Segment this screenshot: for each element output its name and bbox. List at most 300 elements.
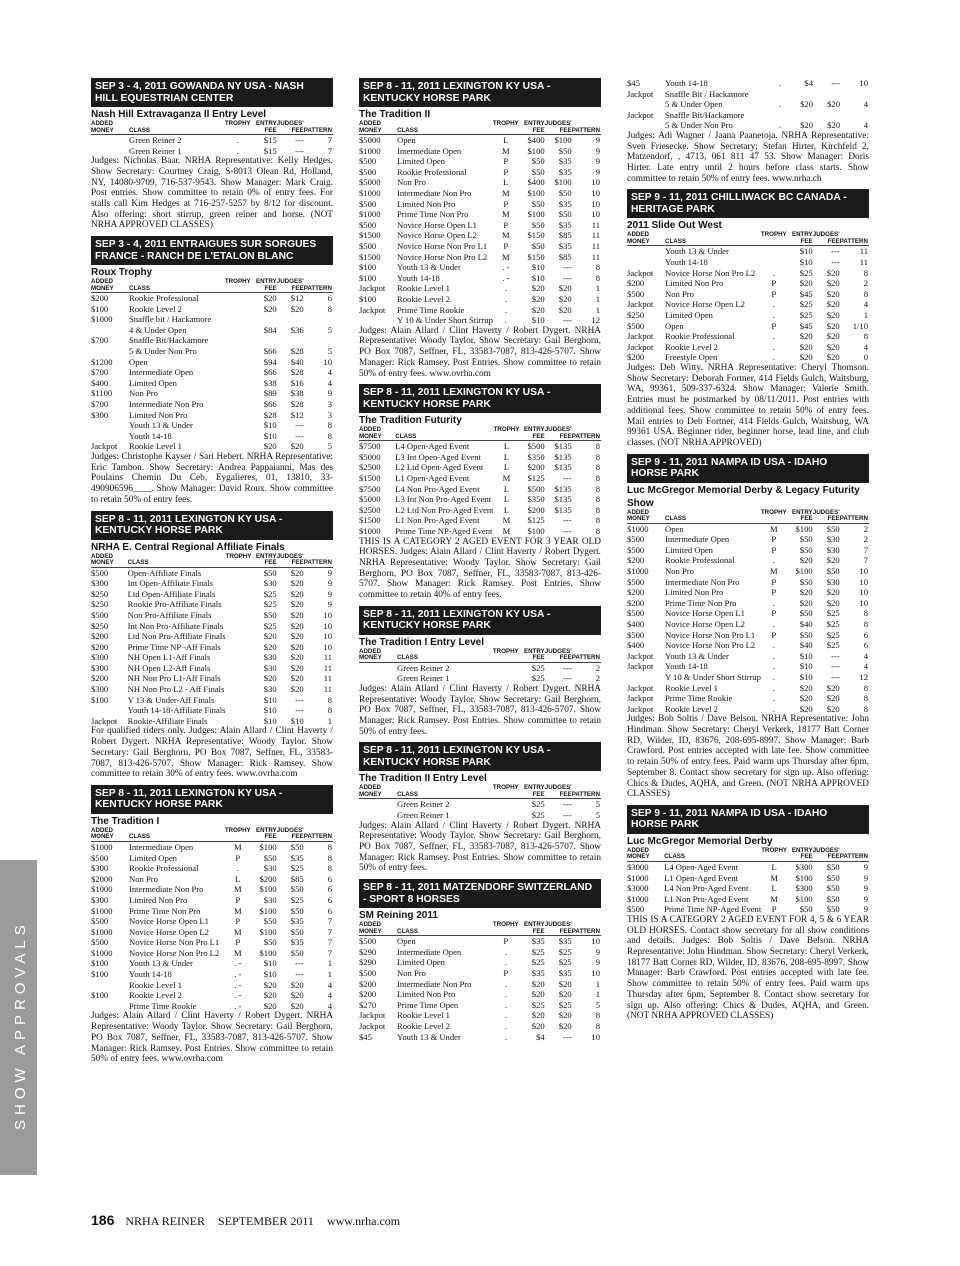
pattern: 8 (595, 472, 600, 483)
pattern: 8 (595, 262, 600, 273)
page-footer (91, 1212, 410, 1229)
classes-table (91, 279, 333, 452)
class-row (627, 883, 869, 894)
pattern: 1 (595, 978, 600, 989)
class-name: Rookie Level 2 (397, 1020, 450, 1031)
trophy (225, 325, 251, 336)
pattern: 1/10 (852, 320, 868, 331)
judges-fee: $20 (826, 288, 840, 299)
pattern (304, 335, 333, 346)
pattern: 10 (859, 78, 868, 88)
pattern: 10 (591, 1031, 600, 1042)
trophy-label: TROPHY (492, 647, 519, 655)
class-row (91, 567, 333, 578)
judges-fee: $20 (826, 310, 840, 321)
blank-header (761, 516, 787, 523)
class-name: L1 Open-Aged Event (395, 472, 470, 483)
judges-fee: --- (831, 257, 840, 268)
entry-fee: $4 (804, 78, 813, 88)
judges-fee: $28 (290, 399, 304, 410)
event-title: The Tradition I (91, 815, 160, 827)
class-row (359, 220, 601, 231)
pattern: 5 (327, 346, 332, 357)
judges-fee: $20 (826, 341, 840, 352)
judges-fee: $135 (554, 504, 572, 515)
entry-fee: $25 (531, 999, 545, 1010)
added-money: $500 (359, 166, 377, 177)
judges-fee-label: FEE (827, 853, 840, 861)
trophy-label: TROPHY (760, 508, 787, 516)
class-name: Intermediate Non Pro (397, 978, 472, 989)
trophy: . - (502, 272, 510, 283)
added-money: Jackpot (627, 267, 654, 278)
judges-fee: --- (563, 1031, 572, 1042)
trophy: P (771, 288, 777, 299)
class-name: Novice Horse Open L2 (129, 926, 209, 937)
money-label: MONEY (627, 515, 650, 523)
show-listing (627, 805, 869, 1022)
entry-fee: $20 (800, 99, 813, 110)
trophy: M (233, 926, 242, 937)
trophy: P (771, 587, 777, 598)
pattern: 2 (595, 673, 600, 684)
entry-fee: $350 (527, 451, 545, 462)
pattern: 8 (595, 494, 600, 505)
class-name: 5 & Under Open (665, 99, 723, 110)
class-name: Snaffle bit / Hackamore (129, 314, 212, 325)
trophy: P (503, 166, 509, 177)
entry-fee: $35 (531, 967, 545, 978)
class-row (91, 378, 333, 389)
trophy (225, 388, 251, 399)
class-row (91, 420, 333, 431)
entry-fee: $25 (799, 267, 813, 278)
judges-fee: $20 (558, 1020, 572, 1031)
entry-label: ENTRY (255, 826, 277, 834)
entry-label: ENTRY (791, 231, 813, 239)
trophy: . - (234, 958, 242, 969)
pattern: 5 (327, 441, 332, 452)
added-money (627, 257, 663, 268)
entry-fee: $100 (527, 209, 545, 220)
event-title: Luc McGregor Memorial Derby & Legacy Futurity Show (627, 484, 860, 509)
class-name: Limited Open (129, 377, 177, 388)
added-money: $7500 (359, 483, 381, 494)
class-row (627, 89, 869, 100)
trophy (226, 599, 252, 610)
judges-fee: $20 (558, 978, 572, 989)
pattern: 11 (323, 662, 332, 673)
entry-fee: $50 (799, 904, 813, 915)
class-label: CLASS (397, 654, 418, 662)
pattern: 11 (591, 219, 600, 230)
class-row (359, 135, 601, 146)
entry-fee: $50 (263, 609, 277, 620)
judges-fee: $20 (290, 652, 304, 663)
trophy (226, 610, 252, 621)
pattern: 10 (323, 356, 332, 367)
class-row (627, 672, 869, 683)
pattern: 1 (327, 958, 332, 969)
class-name: Non Pro (665, 566, 694, 577)
class-row (91, 853, 333, 864)
added-money (91, 980, 127, 991)
trophy (226, 642, 252, 653)
added-money: Jackpot (627, 331, 654, 342)
judges-fee: --- (563, 810, 572, 821)
trophy: . (772, 693, 775, 704)
entry-fee: $40 (799, 640, 813, 651)
trophy: . - (234, 979, 242, 990)
trophy: L (503, 483, 510, 494)
judges-fee: $36 (290, 324, 304, 335)
entry-fee: $20 (799, 278, 813, 289)
class-row (359, 968, 601, 979)
entry-fee: $28 (263, 409, 277, 420)
pattern: 10 (591, 967, 600, 978)
added-label: ADDED (627, 508, 650, 516)
trophy: M (501, 209, 510, 220)
class-name: Youth 13 & Under (129, 420, 193, 431)
class-row (91, 325, 333, 336)
class-row (91, 1001, 333, 1012)
pattern: 8 (327, 430, 332, 441)
class-name: Rookie Level 1 (397, 283, 450, 294)
show-header: SEP 9 - 11, 2011 CHILLIWACK BC CANADA - HERITAGE PARK (627, 189, 869, 218)
trophy (225, 293, 251, 304)
judges-fee: $20 (558, 1010, 572, 1021)
judges-fee: $25 (290, 894, 304, 905)
class-row (91, 388, 333, 399)
trophy: . (504, 293, 507, 304)
class-name: L2 Ltd Open-Aged Event (395, 462, 484, 473)
entry-fee: $100 (259, 884, 277, 895)
class-row (627, 873, 869, 884)
pattern: 3 (327, 399, 332, 410)
entry-fee: $200 (527, 504, 545, 515)
entry-fee: $10 (531, 272, 545, 283)
judges-fee-label: FEE (291, 284, 304, 292)
class-row (627, 278, 869, 289)
entry-fee: $50 (531, 240, 545, 251)
pattern: 7 (863, 555, 868, 566)
added-money: $500 (627, 904, 645, 915)
trophy: L (494, 441, 520, 452)
pattern: 8 (863, 618, 868, 629)
entry-fee: $50 (799, 534, 813, 545)
class-row (91, 695, 333, 706)
judges-fee: $85 (290, 873, 304, 884)
trophy: P (235, 916, 241, 927)
trophy: P (771, 608, 777, 619)
class-row (359, 1021, 601, 1032)
trophy: M (761, 523, 787, 534)
judges-fee: $20 (826, 555, 840, 566)
trophy (225, 441, 251, 452)
entry-fee: $500 (519, 441, 544, 452)
added-money: $250 (91, 588, 109, 599)
class-name: Youth 13 & Under (663, 246, 761, 257)
added-money: Jackpot (627, 88, 654, 99)
added-money: $200 (91, 641, 109, 652)
show-header: SEP 8 - 11, 2011 LEXINGTON KY USA - KENTUCKY HORSE PARK (91, 511, 333, 540)
pattern (840, 110, 869, 121)
entry-fee: $30 (263, 863, 277, 874)
trophy: P (771, 320, 777, 331)
judges-fee: $20 (826, 597, 840, 608)
class-row (627, 120, 869, 131)
entry-fee: $125 (527, 515, 545, 526)
judges-label: JUDGES' (544, 647, 572, 655)
pattern: 4 (327, 979, 332, 990)
column-2 (359, 78, 601, 1047)
added-money: $250 (627, 310, 645, 321)
pattern: 5 (595, 999, 600, 1010)
pattern: 1 (595, 989, 600, 1000)
class-name: Novice Horse Open L2 (665, 618, 745, 629)
class-name: Open (395, 135, 493, 146)
class-name: L1 Non Pro-Aged Event (664, 893, 749, 904)
entry-fee-label: FEE (264, 284, 277, 292)
judges-fee: $25 (558, 957, 572, 968)
judges-fee: --- (831, 671, 840, 682)
added-money: $3000 (627, 883, 649, 894)
class-row (627, 630, 869, 641)
pattern-label: PATTERN (839, 515, 868, 523)
added-money: Jackpot (627, 341, 654, 352)
class-row (359, 262, 601, 273)
pattern-label: PATTERN (571, 432, 600, 440)
class-row (359, 188, 601, 199)
judges-fee: $20 (277, 567, 304, 578)
blank-header (494, 434, 520, 441)
entry-fee: $200 (259, 873, 277, 884)
trophy: . (772, 341, 775, 352)
pattern: 9 (595, 957, 600, 968)
class-name: Youth 14-18 (129, 430, 172, 441)
pattern: 6 (863, 640, 868, 651)
added-money: $1000 (91, 314, 113, 325)
class-name: Limited Non Pro (397, 989, 456, 1000)
class-row (91, 874, 333, 885)
entry-fee: $20 (799, 682, 813, 693)
pattern: 6 (327, 905, 332, 916)
class-name: Rookie Professional (129, 863, 199, 874)
entry-fee (251, 314, 277, 325)
trophy: M (501, 251, 510, 262)
added-money (91, 431, 127, 442)
judges-fee: $28 (290, 367, 304, 378)
judges-fee: $25 (826, 640, 840, 651)
trophy-label: TROPHY (224, 278, 251, 286)
class-name: Freestyle Open (665, 352, 718, 363)
trophy: P (235, 852, 241, 863)
entry-fee: $10 (263, 705, 277, 716)
entry-fee: $15 (251, 135, 277, 146)
judges-fee-label: FEE (559, 790, 572, 798)
judges-fee: $20 (826, 299, 840, 310)
judges-fee: $20 (290, 441, 304, 452)
pattern: 9 (863, 872, 868, 883)
entry-fee (251, 335, 277, 346)
class-row (91, 410, 333, 421)
entry-fee: $150 (527, 251, 545, 262)
added-money (91, 135, 127, 146)
money-label: MONEY (91, 833, 114, 841)
class-row (359, 662, 601, 673)
entry-fee: $30 (263, 662, 277, 673)
class-row (627, 299, 869, 310)
judges-fee-label: FEE (559, 126, 572, 134)
entry-fee: $25 (263, 620, 277, 631)
class-row (359, 230, 601, 241)
added-money: $200 (627, 597, 645, 608)
judges-fee: --- (295, 958, 304, 969)
judges-fee-label: FEE (559, 654, 572, 662)
class-row (91, 663, 333, 674)
trophy: . (504, 978, 507, 989)
trophy: M (501, 187, 510, 198)
added-money: Jackpot (91, 441, 118, 452)
class-row (359, 1032, 601, 1043)
added-money: $1100 (91, 388, 113, 399)
trophy-label: TROPHY (224, 826, 251, 834)
entry-fee: $35 (519, 936, 545, 947)
class-name: Intermediate Open (397, 145, 462, 156)
entry-fee-label: FEE (800, 237, 813, 245)
judges-fee: --- (295, 969, 304, 980)
judges-fee: $20 (558, 304, 572, 315)
trophy: . (236, 145, 239, 156)
class-row (91, 441, 333, 452)
class-label: CLASS (664, 853, 686, 861)
entry-fee: $500 (527, 483, 545, 494)
class-name: Prime Time NP -Aff Finals (127, 641, 221, 652)
judges-fee: --- (545, 662, 572, 673)
class-row (359, 273, 601, 284)
class-row (627, 352, 869, 363)
pattern: 8 (595, 272, 600, 283)
class-row (91, 631, 333, 642)
pattern: 10 (323, 620, 332, 631)
trophy (761, 257, 787, 268)
entry-fee: $15 (263, 145, 277, 156)
class-row (359, 241, 601, 252)
class-name: L3 Int Open-Aged Event (395, 451, 481, 462)
judges-fee: $35 (558, 156, 572, 167)
entry-fee: $20 (531, 293, 545, 304)
trophy: . (236, 863, 239, 874)
pattern: 7 (327, 145, 332, 156)
added-money: $200 (91, 293, 127, 304)
class-name: Novice Horse Non Pro L1 (665, 629, 756, 640)
judges-fee (277, 335, 304, 346)
added-money: $1500 (359, 515, 381, 526)
entry-fee: $38 (263, 377, 277, 388)
entry-fee: $20 (799, 331, 813, 342)
added-label: ADDED (359, 120, 382, 127)
event-title: The Tradition Futurity (359, 415, 462, 427)
trophy: . (504, 1010, 507, 1021)
class-name: Rookie Level 2 (397, 293, 450, 304)
class-row (359, 209, 601, 220)
class-row (359, 462, 601, 473)
class-name: Prime Time Rookie (129, 1000, 197, 1011)
entry-fee: $50 (531, 156, 545, 167)
entry-fee: $20 (251, 293, 277, 304)
judges-fee: $20 (826, 693, 840, 704)
entry-fee-label: FEE (800, 515, 813, 523)
judges-fee: $10 (290, 715, 304, 726)
show-listing (91, 78, 333, 231)
entry-fee: $20 (799, 555, 813, 566)
entry-fee: $40 (799, 618, 813, 629)
trophy (225, 431, 251, 442)
class-name: Rookie Level 1 (665, 682, 718, 693)
entry-fee: $100 (259, 905, 277, 916)
added-money: $1500 (359, 472, 381, 483)
class-name: Youth 13 & Under (665, 650, 729, 661)
entry-fee: $20 (799, 693, 813, 704)
show-notes: Judges: Deb Witty. NRHA Representative: Cheryl Thomson. Show Secretary: Deborah Fortner, 414 Fields Gulch, Waitsburg, WA, 99361, 509-337-6324. Show Manager: Valerie Smith. Entries must be postmarked by 08/11/2011. Post entries with additional fees. Show committee to retain 50% of entry fees. Mail entries to Deb Fortner, 414 Fields Gulch, Waitsburg, WA 99361 USA. Beginner rider, beginner horse, lead line, and club classes. (NOT NRHA APPROVED) (627, 363, 869, 448)
class-row (91, 293, 333, 304)
class-row (359, 936, 601, 947)
judges-fee: $20 (290, 979, 304, 990)
entry-fee-label: FEE (264, 126, 277, 134)
class-row (359, 177, 601, 188)
show-notes: Judges: Christophe Kayser / Sari Hebert. NRHA Representative: Eric Tambon. Show Secretary: Andrea Pappaianni, Mas des Poulains Chemin Du Ceb, Eygalieres, 01, 13810, 33-490906596____. Show Manager: David Roux. Show committee to retain 50% of entry fees. (91, 452, 333, 505)
pattern: 6 (863, 629, 868, 640)
added-money: $45 (627, 78, 640, 88)
added-money: Jackpot (359, 304, 386, 315)
trophy: M (233, 905, 242, 916)
class-row (91, 589, 333, 600)
classes-table (359, 922, 601, 1042)
event-title: The Tradition I Entry Level (359, 636, 485, 648)
money-label: MONEY (359, 126, 382, 134)
added-label: ADDED (91, 120, 114, 127)
judges-fee: $25 (826, 618, 840, 629)
class-row (627, 661, 869, 672)
class-row (91, 367, 333, 378)
judges-fee: $35 (290, 916, 304, 927)
blank-header (493, 655, 519, 662)
blank-header (761, 854, 787, 861)
judges-fee: $20 (290, 673, 304, 684)
class-row (91, 135, 333, 146)
judges-fee: $85 (558, 251, 572, 262)
added-label: ADDED (91, 826, 114, 834)
entry-fee: $20 (799, 587, 813, 598)
judges-fee: $20 (826, 352, 840, 363)
added-money: $500 (359, 198, 377, 209)
class-row (91, 578, 333, 589)
judges-fee: $16 (290, 377, 304, 388)
entry-label: ENTRY (523, 120, 545, 127)
judges-fee-label: FEE (827, 515, 840, 523)
show-header: SEP 8 - 11, 2011 LEXINGTON KY USA - KENTUCKY HORSE PARK (359, 78, 601, 107)
trophy (226, 589, 252, 600)
pattern: 4 (327, 367, 332, 378)
pattern: 8 (327, 863, 332, 874)
class-row (359, 505, 601, 516)
class-row (627, 587, 869, 598)
added-money (91, 705, 126, 716)
classes-table (91, 828, 333, 1012)
added-money: $100 (91, 694, 109, 705)
trophy: . (772, 555, 775, 566)
added-money: $5000 (359, 177, 381, 188)
